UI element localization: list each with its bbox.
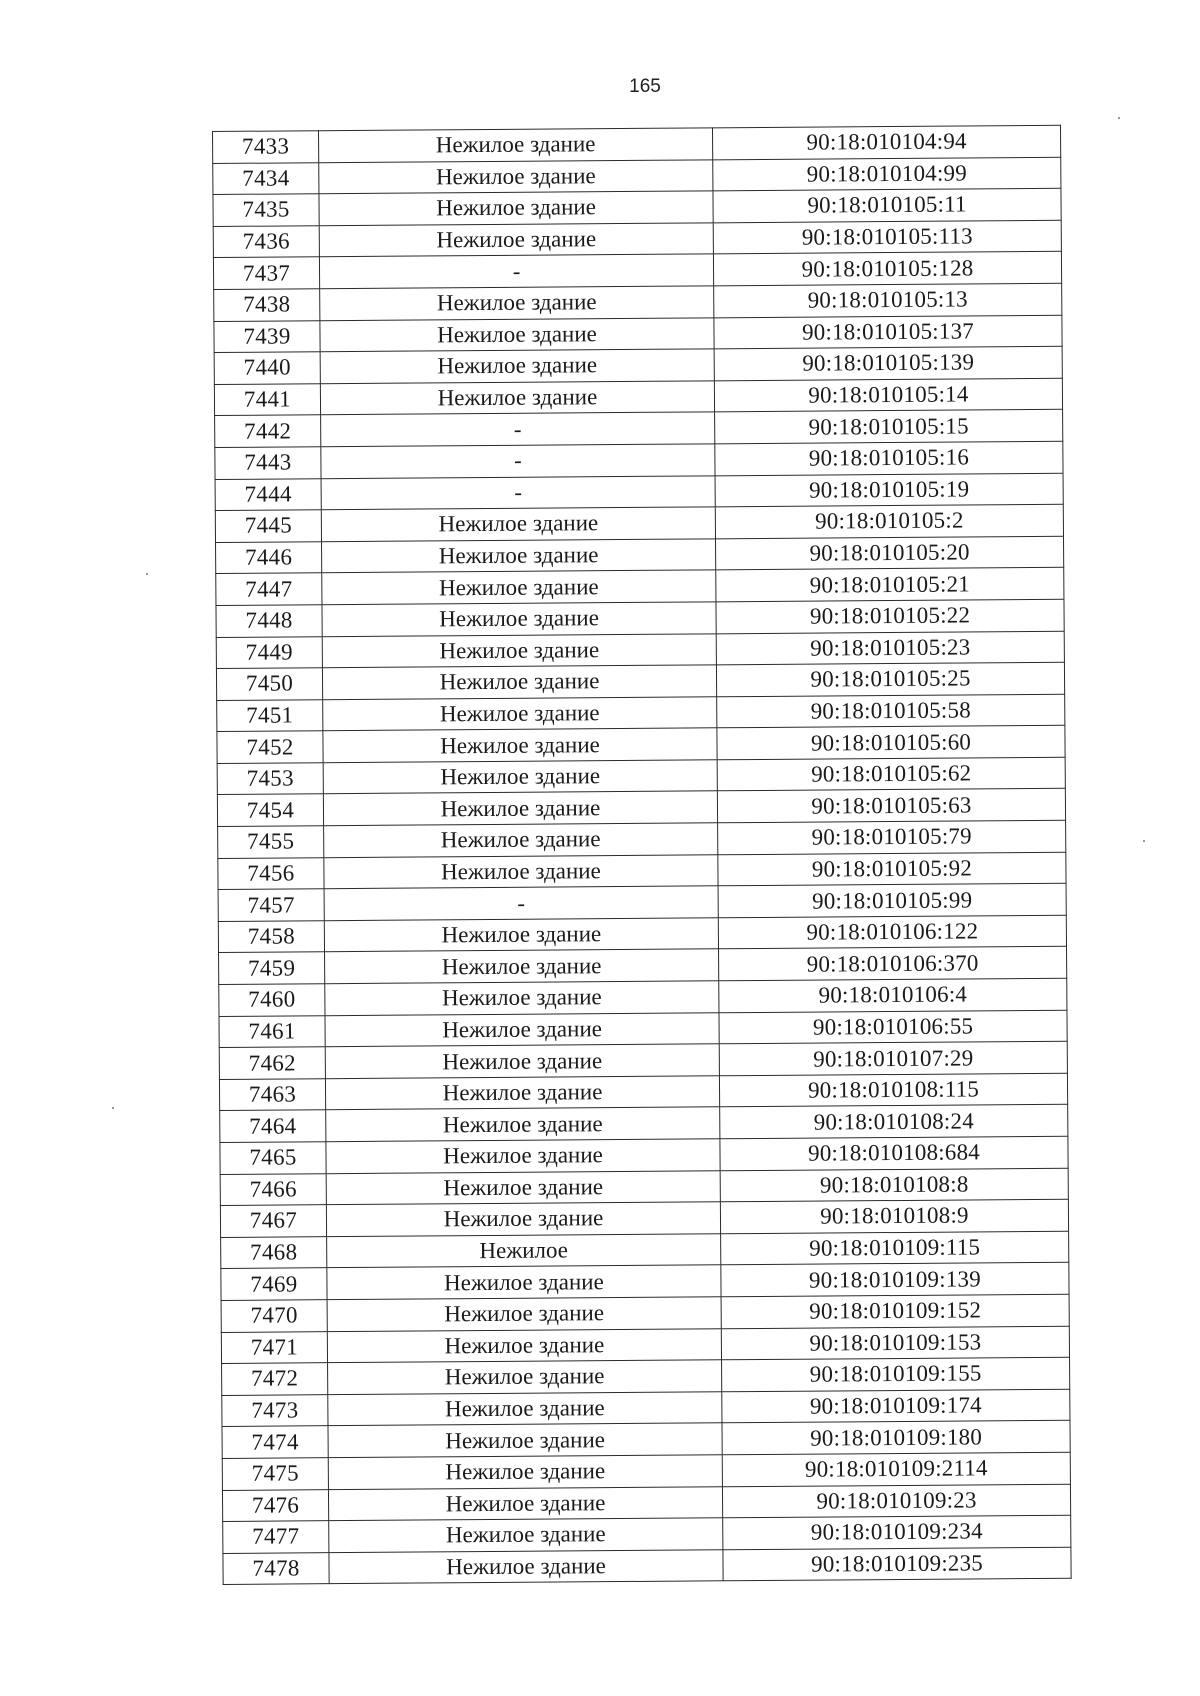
object-name-cell: Нежилое здание [322,665,716,699]
object-name-cell: Нежилое здание [327,1265,721,1299]
row-number-cell: 7442 [215,415,321,447]
row-number-cell: 7471 [221,1331,327,1363]
row-number-cell: 7440 [214,352,320,384]
cadastral-number-cell: 90:18:010105:15 [715,410,1063,444]
object-name-cell: Нежилое здание [322,539,716,573]
cadastral-number-cell: 90:18:010106:122 [718,915,1066,949]
row-number-cell: 7456 [218,857,324,889]
row-number-cell: 7462 [219,1047,325,1079]
object-name-cell: Нежилое здание [323,760,717,794]
object-name-cell: Нежилое здание [328,1392,722,1426]
object-name-cell: Нежилое здание [325,1076,719,1110]
object-name-cell: - [321,412,715,446]
cadastral-number-cell: 90:18:010109:155 [722,1357,1070,1391]
object-name-cell: Нежилое здание [328,1455,722,1489]
row-number-cell: 7457 [218,889,324,921]
cadastral-number-cell: 90:18:010105:92 [718,852,1066,886]
object-name-cell: Нежилое здание [324,854,718,888]
page-number: 165 [629,76,661,97]
object-name-cell: - [324,886,718,920]
object-name-cell: Нежилое здание [325,1012,719,1046]
object-name-cell: Нежилое здание [329,1518,723,1552]
cadastral-number-cell: 90:18:010106:55 [719,1010,1067,1044]
object-name-cell: Нежилое здание [328,1360,722,1394]
object-name-cell: Нежилое здание [327,1328,721,1362]
cadastral-number-cell: 90:18:010109:180 [722,1421,1070,1455]
cadastral-number-cell: 90:18:010109:2114 [722,1452,1070,1486]
row-number-cell: 7453 [217,763,323,795]
row-number-cell: 7451 [217,699,323,731]
cadastral-number-cell: 90:18:010105:11 [713,188,1061,222]
cadastral-number-cell: 90:18:010104:99 [713,157,1061,191]
cadastral-number-cell: 90:18:010108:24 [720,1105,1068,1139]
object-name-cell: Нежилое здание [326,1170,720,1204]
cadastral-number-cell: 90:18:010105:2 [715,504,1063,538]
object-name-cell: Нежилое здание [328,1423,722,1457]
row-number-cell: 7468 [221,1236,327,1268]
row-number-cell: 7478 [223,1552,329,1584]
row-number-cell: 7458 [218,921,324,953]
row-number-cell: 7437 [213,257,319,289]
object-name-cell: Нежилое здание [320,317,714,351]
cadastral-number-cell: 90:18:010106:370 [719,947,1067,981]
row-number-cell: 7448 [216,605,322,637]
cadastral-number-cell: 90:18:010109:23 [722,1484,1070,1518]
cadastral-number-cell: 90:18:010105:79 [718,820,1066,854]
cadastral-number-cell: 90:18:010108:115 [719,1073,1067,1107]
cadastral-number-cell: 90:18:010109:152 [721,1294,1069,1328]
row-number-cell: 7454 [217,794,323,826]
cadastral-number-cell: 90:18:010105:22 [716,599,1064,633]
object-name-cell: Нежилое здание [320,286,714,320]
object-name-cell: Нежилое здание [322,633,716,667]
cadastral-number-cell: 90:18:010106:4 [719,978,1067,1012]
row-number-cell: 7465 [220,1142,326,1174]
cadastral-number-cell: 90:18:010105:60 [717,726,1065,760]
row-number-cell: 7469 [221,1268,327,1300]
object-name-cell: Нежилое здание [325,981,719,1015]
row-number-cell: 7438 [214,289,320,321]
cadastral-number-cell: 90:18:010105:14 [714,378,1062,412]
row-number-cell: 7475 [222,1458,328,1490]
cadastral-number-cell: 90:18:010105:63 [717,789,1065,823]
scan-speck [112,1107,114,1109]
row-number-cell: 7439 [214,320,320,352]
row-number-cell: 7455 [218,826,324,858]
object-name-cell: Нежилое здание [325,1044,719,1078]
object-name-cell: Нежилое здание [321,507,715,541]
object-name-cell: Нежилое здание [326,1202,720,1236]
row-number-cell: 7445 [215,510,321,542]
scan-speck [1143,840,1145,842]
object-name-cell: Нежилое здание [323,791,717,825]
row-number-cell: 7436 [213,225,319,257]
row-number-cell: 7467 [220,1205,326,1237]
cadastral-number-cell: 90:18:010109:153 [721,1326,1069,1360]
cadastral-number-cell: 90:18:010105:62 [717,757,1065,791]
object-name-cell: Нежилое здание [322,602,716,636]
row-number-cell: 7449 [216,636,322,668]
object-name-cell: Нежилое здание [319,191,713,225]
object-name-cell: Нежилое здание [323,728,717,762]
row-number-cell: 7452 [217,731,323,763]
row-number-cell: 7460 [219,984,325,1016]
cadastral-number-cell: 90:18:010107:29 [719,1041,1067,1075]
cadastral-number-cell: 90:18:010105:128 [713,252,1061,286]
object-name-cell: Нежилое здание [326,1139,720,1173]
row-number-cell: 7474 [222,1426,328,1458]
object-name-cell: Нежилое здание [329,1550,723,1584]
object-name-cell: - [321,444,715,478]
object-name-cell: Нежилое здание [319,159,713,193]
cadastral-number-cell: 90:18:010105:23 [716,631,1064,665]
object-name-cell: Нежилое здание [320,381,714,415]
property-table-container [212,125,1071,1585]
object-name-cell: Нежилое здание [325,949,719,983]
object-name-cell: Нежилое здание [328,1486,722,1520]
cadastral-number-cell: 90:18:010109:174 [722,1389,1070,1423]
cadastral-number-cell: 90:18:010109:139 [721,1263,1069,1297]
row-number-cell: 7450 [216,668,322,700]
object-name-cell: Нежилое здание [324,823,718,857]
object-name-cell: - [321,475,715,509]
object-name-cell: Нежилое здание [326,1107,720,1141]
cadastral-number-cell: 90:18:010105:99 [718,884,1066,918]
cadastral-number-cell: 90:18:010105:21 [716,568,1064,602]
row-number-cell: 7472 [222,1363,328,1395]
object-name-cell: Нежилое здание [324,918,718,952]
row-number-cell: 7466 [220,1173,326,1205]
object-name-cell: Нежилое здание [319,128,713,162]
cadastral-number-cell: 90:18:010105:113 [713,220,1061,254]
row-number-cell: 7464 [220,1110,326,1142]
property-table-body [213,125,1072,1584]
row-number-cell: 7444 [215,478,321,510]
row-number-cell: 7435 [213,194,319,226]
row-number-cell: 7461 [219,1015,325,1047]
scan-speck [146,573,148,575]
object-name-cell: Нежилое здание [320,349,714,383]
row-number-cell: 7447 [216,573,322,605]
row-number-cell: 7476 [222,1489,328,1521]
cadastral-number-cell: 90:18:010108:9 [720,1199,1068,1233]
object-name-cell: Нежилое [327,1234,721,1268]
object-name-cell: Нежилое здание [327,1297,721,1331]
row-number-cell: 7473 [222,1394,328,1426]
cadastral-number-cell: 90:18:010105:13 [714,283,1062,317]
cadastral-number-cell: 90:18:010105:19 [715,473,1063,507]
cadastral-number-cell: 90:18:010108:684 [720,1136,1068,1170]
object-name-cell: Нежилое здание [322,570,716,604]
row-number-cell: 7459 [219,952,325,984]
table-row [223,1547,1071,1585]
cadastral-number-cell: 90:18:010105:16 [715,441,1063,475]
row-number-cell: 7433 [213,131,319,163]
row-number-cell: 7434 [213,162,319,194]
cadastral-number-cell: 90:18:010109:115 [721,1231,1069,1265]
cadastral-number-cell: 90:18:010109:235 [723,1547,1071,1581]
cadastral-number-cell: 90:18:010109:234 [723,1515,1071,1549]
cadastral-number-cell: 90:18:010108:8 [720,1168,1068,1202]
cadastral-number-cell: 90:18:010104:94 [712,125,1060,159]
object-name-cell: Нежилое здание [323,697,717,731]
row-number-cell: 7463 [219,1079,325,1111]
row-number-cell: 7443 [215,447,321,479]
scan-speck [1118,117,1120,119]
cadastral-number-cell: 90:18:010105:137 [714,315,1062,349]
row-number-cell: 7441 [214,383,320,415]
row-number-cell: 7446 [216,541,322,573]
row-number-cell: 7470 [221,1300,327,1332]
cadastral-number-cell: 90:18:010105:20 [716,536,1064,570]
row-number-cell: 7477 [223,1521,329,1553]
object-name-cell: - [319,254,713,288]
cadastral-number-cell: 90:18:010105:139 [714,346,1062,380]
object-name-cell: Нежилое здание [319,223,713,257]
cadastral-number-cell: 90:18:010105:25 [716,662,1064,696]
cadastral-number-cell: 90:18:010105:58 [717,694,1065,728]
property-table [212,125,1072,1585]
